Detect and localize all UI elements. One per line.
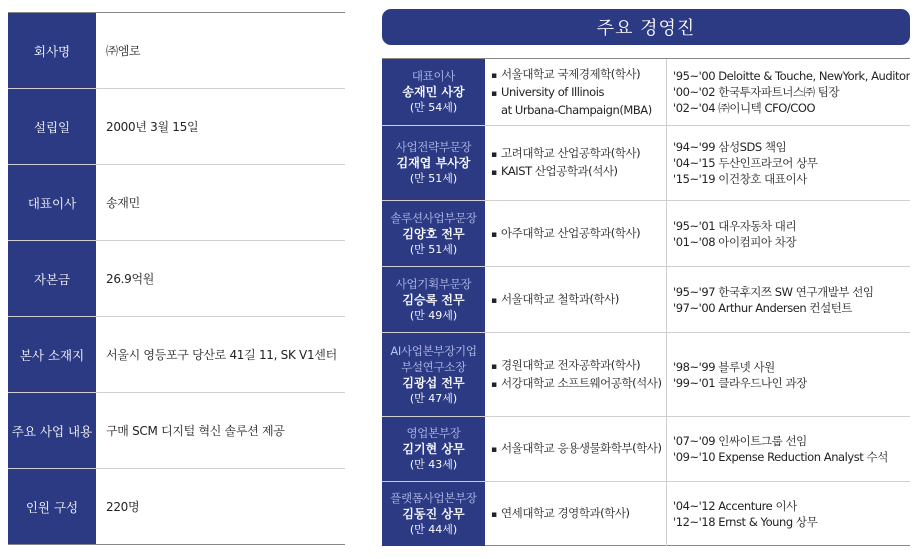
executive-name: 김승록 전무	[402, 292, 465, 307]
company-label: 대표이사	[8, 165, 96, 240]
executive-row	[382, 332, 910, 416]
executive-education	[485, 201, 667, 266]
bullet-icon: ▪	[491, 168, 497, 178]
education-item: ▪ 경원대학교 전자공학과(학사)	[491, 357, 666, 375]
company-label: 설립일	[8, 89, 96, 164]
executive-row	[382, 125, 910, 200]
company-row-headcount	[8, 468, 345, 544]
career-item: '04~'15 두산인프라코어 상무	[673, 156, 818, 170]
bullet-icon: ▪	[491, 150, 497, 160]
company-label: 회사명	[8, 13, 96, 88]
executive-name: 김기현 상무	[402, 442, 465, 456]
company-row-hq	[8, 316, 345, 392]
executive-row	[382, 416, 910, 481]
executive-row	[382, 266, 910, 332]
executive-age: (만 44세)	[409, 523, 458, 536]
executive-name: 김양호 전무	[402, 226, 465, 241]
executive-education	[485, 333, 667, 416]
company-label: 본사 소재지	[8, 317, 96, 392]
education-item: ▪ 서강대학교 소프트웨어공학(석사)	[491, 375, 666, 393]
executive-age: (만 47세)	[409, 391, 458, 405]
company-value: 서울시 영등포구 당산로 41길 11, SK V1센터	[106, 348, 337, 362]
executive-career	[667, 267, 910, 332]
executive-education	[485, 126, 667, 200]
career-item: '99~'01 클라우드나인 과장	[673, 375, 807, 390]
executive-title: 영업본부장	[406, 426, 461, 440]
executive-title: 대표이사	[411, 69, 456, 83]
executive-name: 김광섭 전무	[402, 375, 465, 390]
education-item: ▪ KAIST 산업공학과(석사)	[491, 163, 666, 181]
bullet-icon: ▪	[491, 379, 497, 390]
company-value: 송재민	[106, 196, 140, 210]
career-item: '01~'08 아이컴피아 차장	[673, 234, 797, 249]
executive-title: AI사업본부장기업	[390, 343, 477, 358]
career-item: '12~'18 Ernst & Young 상무	[673, 515, 818, 529]
education-item: ▪ University of Illinois	[491, 84, 666, 102]
company-info-table	[8, 12, 345, 545]
company-row-name	[8, 13, 345, 88]
career-item: '94~'99 삼성SDS 책임	[673, 140, 787, 154]
career-item: '95~'00 Deloitte & Touche, NewYork, Auditor	[673, 69, 910, 83]
career-item: '04~'12 Accenture 이사	[673, 499, 797, 513]
company-row-ceo	[8, 164, 345, 240]
bullet-icon: ▪	[491, 361, 497, 372]
executive-title: 플랫폼사업본부장	[390, 491, 477, 505]
executive-age: (만 43세)	[409, 458, 458, 471]
bullet-icon: ▪	[491, 445, 497, 455]
executive-name: 송재민 사장	[402, 85, 465, 99]
executive-title-line2: 부설연구소장	[401, 359, 466, 374]
executive-title: 사업기획부문장	[395, 276, 472, 291]
executive-career	[667, 126, 910, 200]
career-item: '02~'04 ㈜이니텍 CFO/COO	[673, 101, 816, 115]
bullet-icon: ▪	[491, 89, 497, 99]
education-item: ▪ 아주대학교 산업공학과(학사)	[491, 225, 666, 243]
executive-header	[382, 267, 485, 332]
company-value: 220명	[106, 500, 140, 514]
company-label: 자본금	[8, 241, 96, 316]
executive-career	[667, 59, 910, 125]
company-value: ㈜엠로	[106, 44, 141, 58]
career-item: '95~'01 대우자동차 대리	[673, 218, 797, 233]
education-item: ▪ 서울대학교 응용생물화학부(학사)	[491, 440, 666, 458]
executive-career	[667, 201, 910, 266]
executive-name: 김재엽 부사장	[396, 156, 471, 170]
education-item: ▪ 고려대학교 산업공학과(학사)	[491, 145, 666, 163]
career-item: '95~'97 한국후지쯔 SW 연구개발부 선임	[673, 284, 874, 299]
education-item: ▪ 서울대학교 철학과(학사)	[491, 291, 666, 309]
company-row-capital	[8, 240, 345, 316]
management-table	[382, 58, 910, 546]
bullet-icon: ▪	[491, 229, 497, 240]
executive-row	[382, 481, 910, 546]
executive-header	[382, 333, 485, 416]
career-item: '98~'99 블루넷 사원	[673, 359, 775, 374]
company-value: 2000년 3월 15일	[106, 120, 199, 134]
bullet-icon: ▪	[491, 295, 497, 306]
education-item-continued: at Urbana-Champaign(MBA)	[501, 103, 652, 117]
management-title: 주요 경영진	[382, 9, 910, 45]
executive-header	[382, 59, 485, 125]
executive-header	[382, 126, 485, 200]
executive-header	[382, 482, 485, 546]
executive-row	[382, 59, 910, 125]
education-item: ▪ 서울대학교 국제경제학(학사)	[491, 66, 666, 84]
company-value: 26.9억원	[106, 272, 155, 286]
executive-age: (만 49세)	[409, 308, 458, 322]
executive-age: (만 51세)	[409, 172, 458, 185]
career-item: '00~'02 한국투자파트너스㈜ 팀장	[673, 85, 840, 99]
executive-education	[485, 417, 667, 481]
executive-career	[667, 417, 910, 481]
executive-age: (만 51세)	[409, 242, 458, 256]
executive-education	[485, 59, 667, 125]
executive-education	[485, 267, 667, 332]
career-item: '15~'19 이건창호 대표이사	[673, 172, 807, 186]
executive-header	[382, 417, 485, 481]
career-item: '07~'09 인싸이트그룹 선임	[673, 434, 807, 448]
company-row-business	[8, 392, 345, 468]
executive-career	[667, 482, 910, 546]
executive-header	[382, 201, 485, 266]
company-label: 주요 사업 내용	[8, 393, 96, 468]
executive-career	[667, 333, 910, 416]
executive-row	[382, 200, 910, 266]
education-item: ▪ 연세대학교 경영학과(학사)	[491, 505, 666, 523]
executive-title: 사업전략부문장	[395, 140, 472, 154]
career-item: '97~'00 Arthur Andersen 컨설턴트	[673, 300, 853, 315]
company-row-founded	[8, 88, 345, 164]
executive-title: 솔루션사업부문장	[390, 210, 477, 225]
career-item: '09~'10 Expense Reduction Analyst 수석	[673, 450, 888, 464]
company-value: 구매 SCM 디지털 혁신 솔루션 제공	[106, 424, 285, 438]
bullet-icon: ▪	[491, 510, 497, 520]
executive-age: (만 54세)	[409, 101, 458, 114]
company-label: 인원 구성	[8, 469, 96, 544]
bullet-icon: ▪	[491, 71, 497, 81]
executive-name: 김동진 상무	[402, 507, 465, 521]
executive-education	[485, 482, 667, 546]
